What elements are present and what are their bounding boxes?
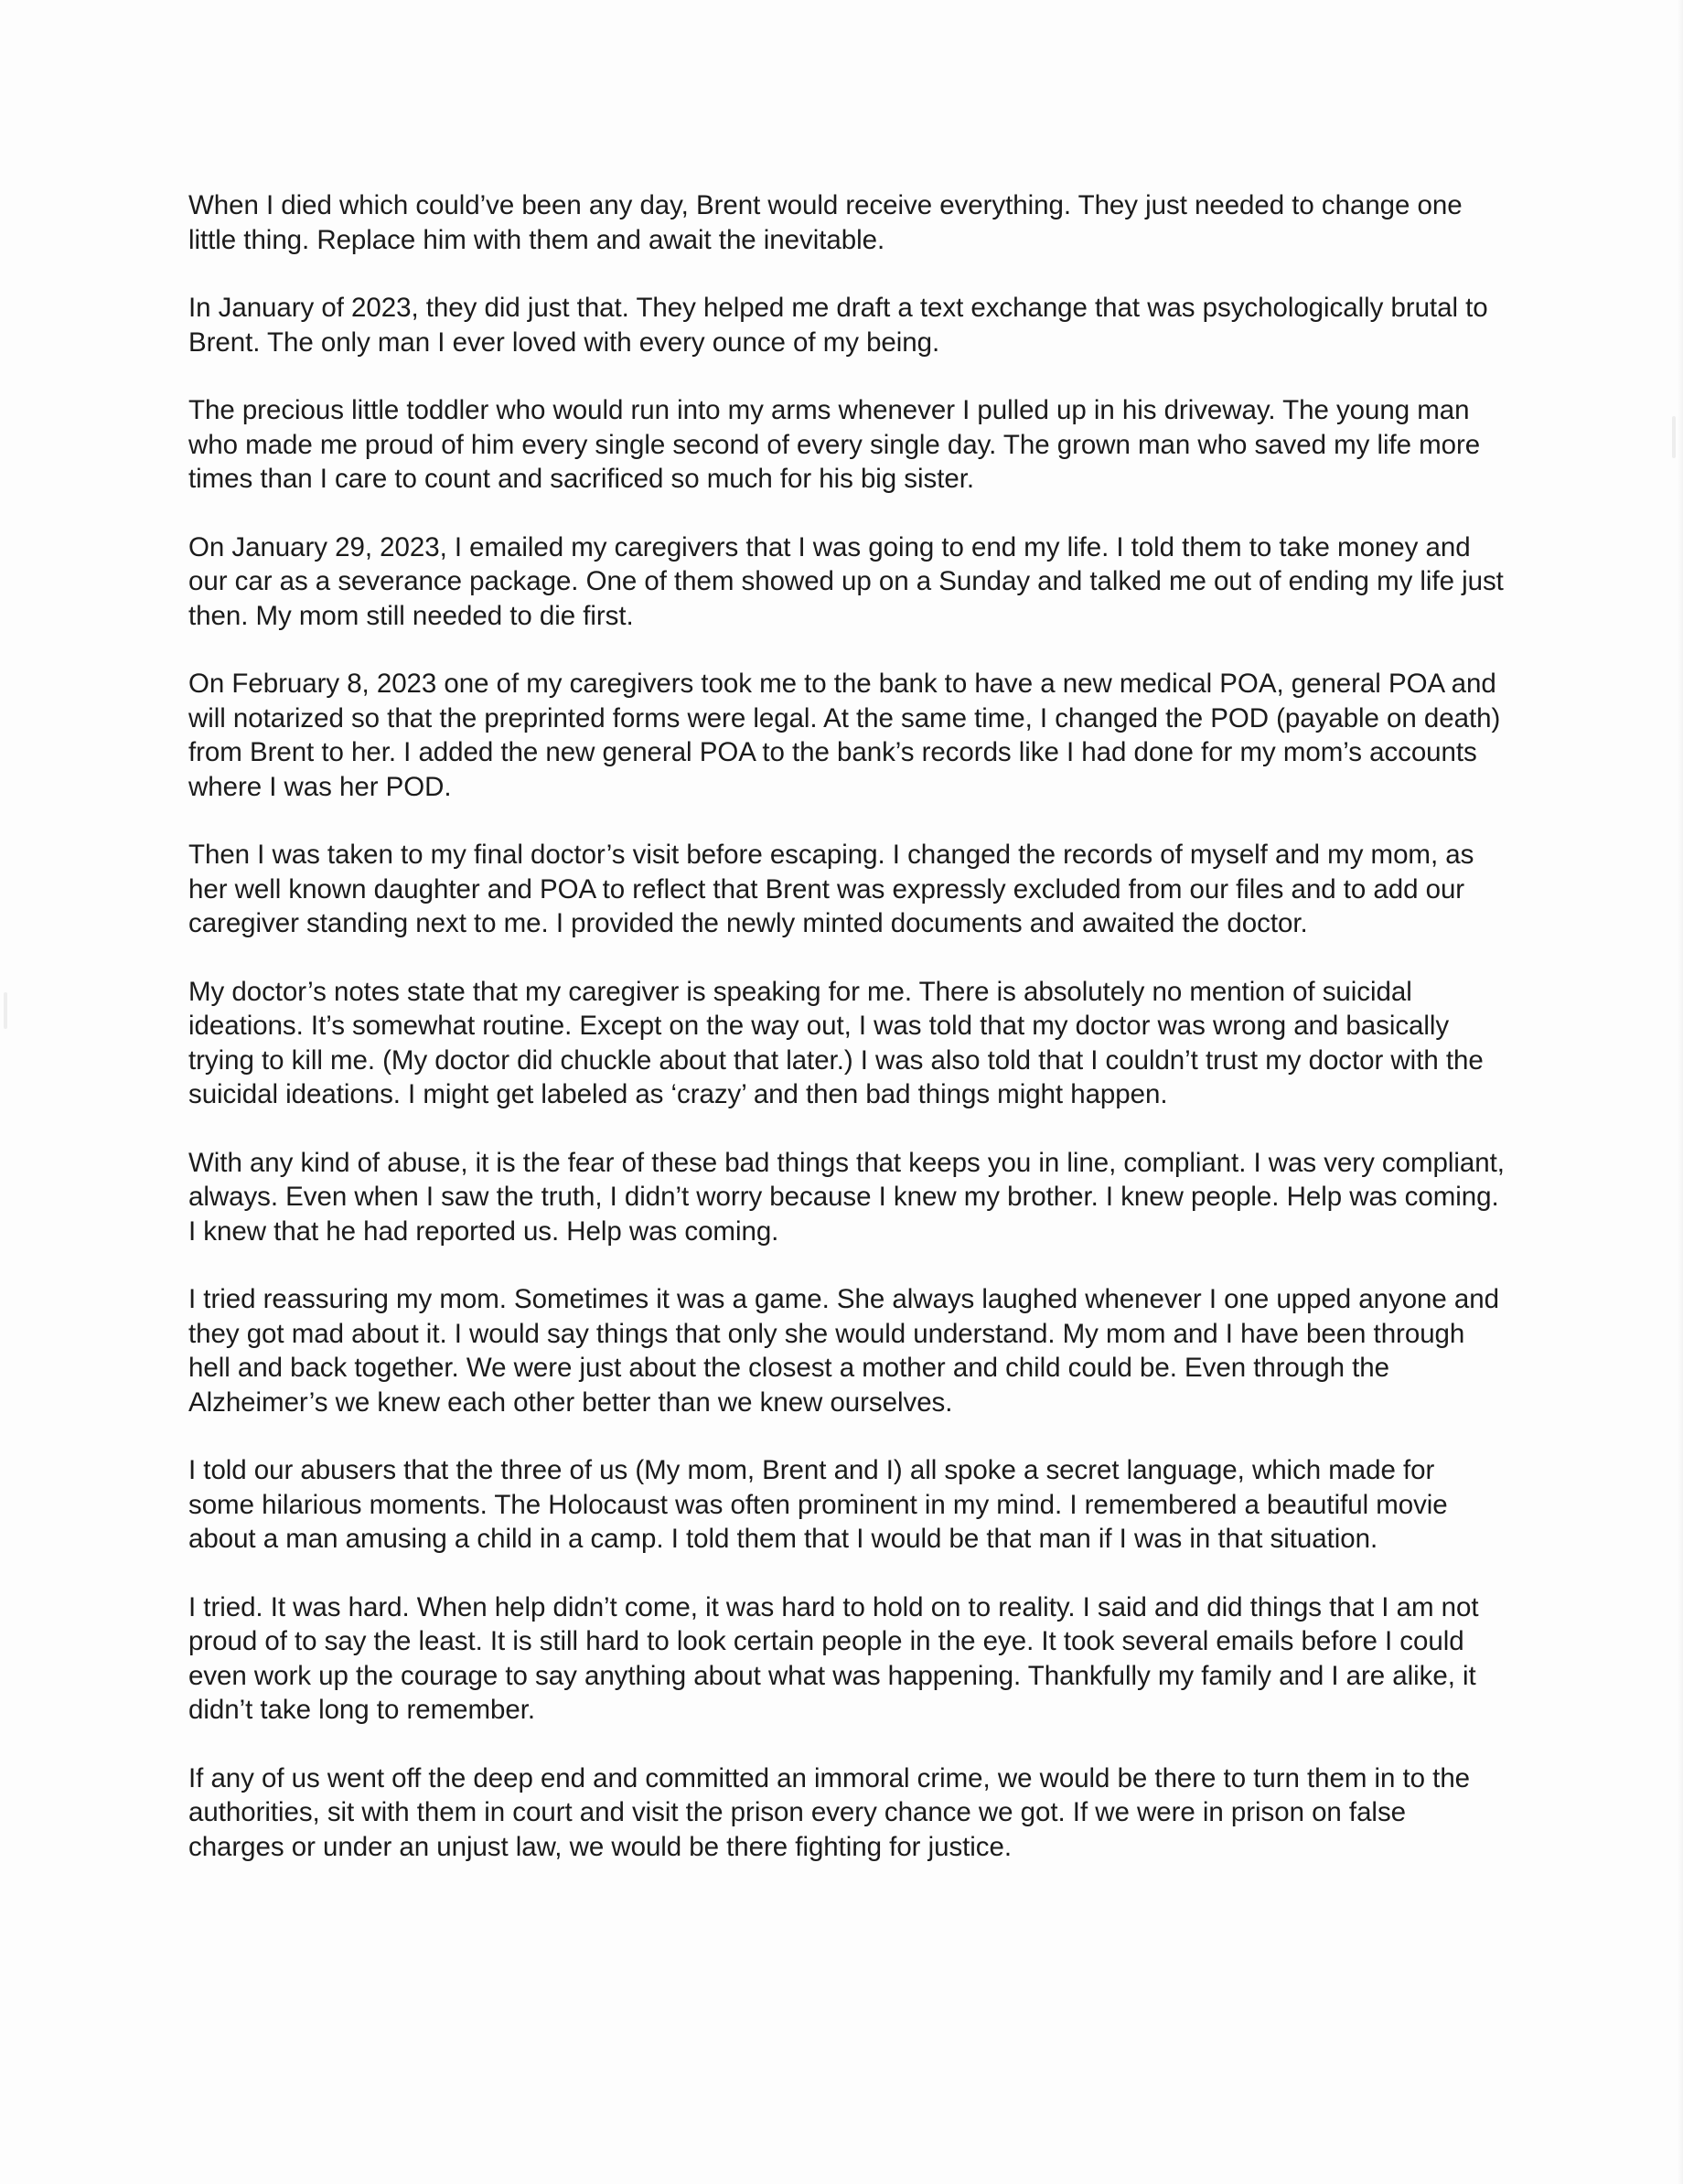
paragraph-5: On February 8, 2023 one of my caregivers took me to the bank to have a new medical POA, general POA and will notarized so that the preprinted forms were legal. At the same time, I changed the POD (payable on death) from Brent to her. I added the new general POA to the bank’s records like I had done for my mom’s accounts where I was her POD.	[188, 669, 1501, 802]
paragraph-9: I tried reassuring my mom. Sometimes it was a game. She always laughed whenever I one upped anyone and they got mad about it. I would say things that only she would understand. My mom and I have been through hell and back together. We were just about the closest a mother and child could be. Even through the Alzheimer’s we knew each other better than we knew ourselves.	[188, 1284, 1499, 1418]
scan-artifact	[1672, 416, 1676, 458]
paragraph-12: If any of us went off the deep end and committed an immoral crime, we would be there to turn them in to the authorities, sit with them in court and visit the prison every chance we got. If we were in prison on false charges or under an unjust law, we would be there fighting for justice.	[188, 1762, 1471, 1862]
paragraph-6: Then I was taken to my final doctor’s visit before escaping. I changed the records of myself and my mom, as her well known daughter and POA to reflect that Brent was expressly excluded from our files and to add our caregiver standing next to me. I provided the newly minted documents and awaited the doctor.	[188, 840, 1474, 938]
paragraph-10: I told our abusers that the three of us (My mom, Brent and I) all spoke a secret language, which made for some hilarious moments. The Holocaust was often prominent in my mind. I remembered a beautiful movie about a man amusing a child in a camp. I told them that I would be that man if I was in that situation.	[188, 1455, 1448, 1554]
scan-artifact	[4, 992, 7, 1029]
paragraph-3: The precious little toddler who would run into my arms whenever I pulled up in his driveway. The young man who made me proud of him every single second of every single day. The grown man who saved my life more times than I care to count and sacrificed so much for his big sister.	[188, 395, 1481, 494]
paragraph-4: On January 29, 2023, I emailed my caregivers that I was going to end my life. I told them to take money and our car as a severance package. One of them showed up on a Sunday and talked me out of ending my life just then. My mom still needed to die first.	[188, 531, 1504, 631]
document-body	[188, 188, 1506, 1898]
paragraph-2: In January of 2023, they did just that. They helped me draft a text exchange that was psychologically brutal to Brent. The only man I ever loved with every ounce of my being.	[188, 293, 1488, 358]
paragraph-8: With any kind of abuse, it is the fear of these bad things that keeps you in line, compliant. I was very compliant, always. Even when I saw the truth, I didn’t worry because I knew my brother. I knew people. Help was coming. I knew that he had reported us. Help was coming.	[188, 1147, 1505, 1247]
paragraph-7: My doctor’s notes state that my caregiver is speaking for me. There is absolutely no mention of suicidal ideations. It’s somewhat routine. Except on the way out, I was told that my doctor was wrong and basically trying to kill me. (My doctor did chuckle about that later.) I was also told that I couldn’t trust my doctor with the suicidal ideations. I might get labeled as ‘crazy’ and then bad things might happen.	[188, 976, 1484, 1109]
paragraph-11: I tried. It was hard. When help didn’t come, it was hard to hold on to reality. I said and did things that I am not proud of to say the least. It is still hard to look certain people in the eye. It took several emails before I could even work up the courage to say anything about what was happening. Thankfully my family and I are alike, it didn’t take long to remember.	[188, 1591, 1479, 1725]
paragraph-1: When I died which could’ve been any day, Brent would receive everything. They just needed to change one little thing. Replace him with them and await the inevitable.	[188, 190, 1463, 255]
